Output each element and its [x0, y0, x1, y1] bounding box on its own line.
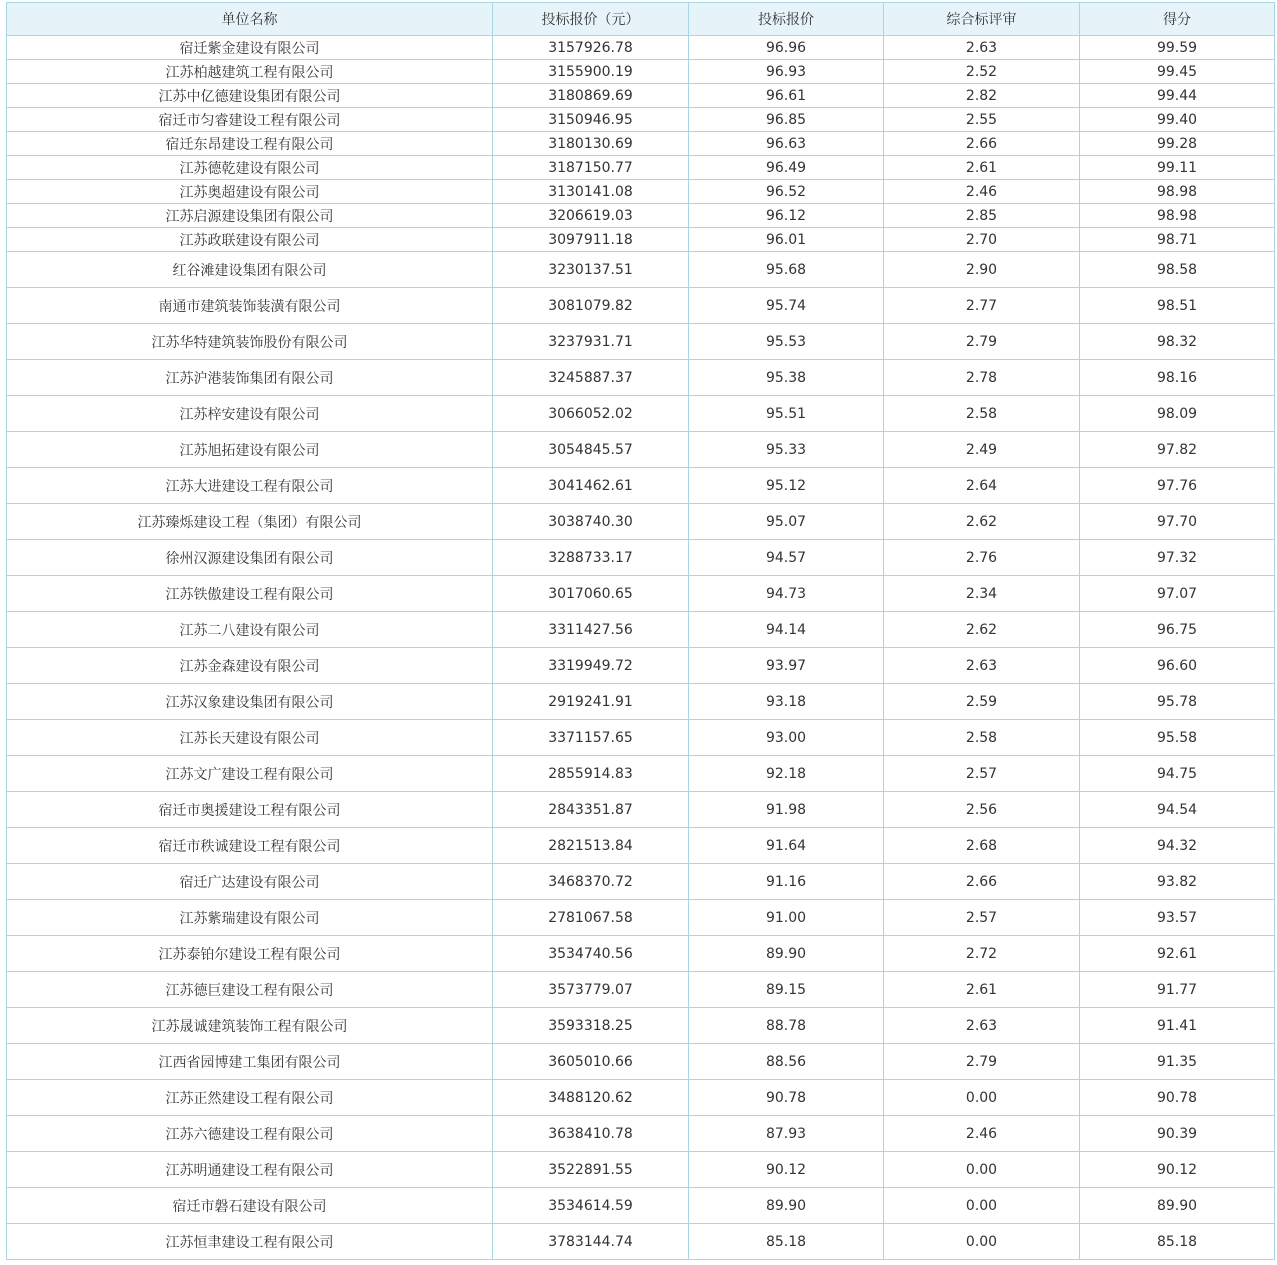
- bid-price-cell: 3319949.72: [493, 648, 689, 684]
- table-row: [7, 204, 1275, 228]
- company-name-cell: 宿迁东昂建设工程有限公司: [7, 132, 493, 156]
- bid-price-cell: 3638410.78: [493, 1116, 689, 1152]
- column-header-company: 单位名称: [7, 3, 493, 36]
- company-name-cell: 宿迁市秩诚建设工程有限公司: [7, 828, 493, 864]
- total-score-cell: 98.98: [1080, 180, 1275, 204]
- table-row: [7, 612, 1275, 648]
- company-name-cell: 江苏大进建设工程有限公司: [7, 468, 493, 504]
- table-row: [7, 756, 1275, 792]
- bid-price-score-cell: 88.78: [689, 1008, 884, 1044]
- company-name-cell: 宿迁市匀睿建设工程有限公司: [7, 108, 493, 132]
- bid-price-score-cell: 89.90: [689, 1188, 884, 1224]
- bid-price-cell: 2919241.91: [493, 684, 689, 720]
- bid-price-score-cell: 95.38: [689, 360, 884, 396]
- total-score-cell: 97.07: [1080, 576, 1275, 612]
- bid-price-score-cell: 95.53: [689, 324, 884, 360]
- total-score-cell: 99.45: [1080, 60, 1275, 84]
- total-score-cell: 97.32: [1080, 540, 1275, 576]
- bid-price-score-cell: 87.93: [689, 1116, 884, 1152]
- table-body: [7, 36, 1275, 1260]
- bid-price-cell: 3522891.55: [493, 1152, 689, 1188]
- table-row: [7, 1080, 1275, 1116]
- table-row: [7, 720, 1275, 756]
- column-header-bid-price-score: 投标报价: [689, 3, 884, 36]
- total-score-cell: 94.32: [1080, 828, 1275, 864]
- company-name-cell: 江苏华特建筑装饰股份有限公司: [7, 324, 493, 360]
- total-score-cell: 97.70: [1080, 504, 1275, 540]
- company-name-cell: 江苏政联建设有限公司: [7, 228, 493, 252]
- review-score-cell: 2.82: [884, 84, 1080, 108]
- table-row: [7, 684, 1275, 720]
- bid-price-cell: 3245887.37: [493, 360, 689, 396]
- bid-results-table-container: [6, 2, 1274, 1260]
- table-row: [7, 540, 1275, 576]
- review-score-cell: 2.76: [884, 540, 1080, 576]
- table-row: [7, 180, 1275, 204]
- bid-price-cell: 3237931.71: [493, 324, 689, 360]
- total-score-cell: 95.58: [1080, 720, 1275, 756]
- company-name-cell: 江苏二八建设有限公司: [7, 612, 493, 648]
- total-score-cell: 98.98: [1080, 204, 1275, 228]
- bid-price-score-cell: 93.97: [689, 648, 884, 684]
- review-score-cell: 0.00: [884, 1080, 1080, 1116]
- review-score-cell: 2.79: [884, 324, 1080, 360]
- bid-price-cell: 3468370.72: [493, 864, 689, 900]
- bid-price-cell: 3081079.82: [493, 288, 689, 324]
- company-name-cell: 宿迁广达建设有限公司: [7, 864, 493, 900]
- bid-price-score-cell: 96.61: [689, 84, 884, 108]
- total-score-cell: 92.61: [1080, 936, 1275, 972]
- table-row: [7, 360, 1275, 396]
- bid-price-score-cell: 93.18: [689, 684, 884, 720]
- company-name-cell: 徐州汉源建设集团有限公司: [7, 540, 493, 576]
- column-header-bid-price-yuan: 投标报价（元）: [493, 3, 689, 36]
- company-name-cell: 江西省园博建工集团有限公司: [7, 1044, 493, 1080]
- review-score-cell: 2.61: [884, 156, 1080, 180]
- review-score-cell: 2.66: [884, 132, 1080, 156]
- review-score-cell: 2.55: [884, 108, 1080, 132]
- company-name-cell: 江苏泰铂尔建设工程有限公司: [7, 936, 493, 972]
- review-score-cell: 2.70: [884, 228, 1080, 252]
- column-header-total-score: 得分: [1080, 3, 1275, 36]
- bid-results-table: [6, 2, 1275, 1260]
- table-row: [7, 828, 1275, 864]
- review-score-cell: 2.62: [884, 504, 1080, 540]
- table-row: [7, 252, 1275, 288]
- bid-price-cell: 3605010.66: [493, 1044, 689, 1080]
- table-row: [7, 792, 1275, 828]
- bid-price-score-cell: 91.00: [689, 900, 884, 936]
- table-row: [7, 396, 1275, 432]
- review-score-cell: 2.58: [884, 720, 1080, 756]
- table-row: [7, 228, 1275, 252]
- review-score-cell: 2.59: [884, 684, 1080, 720]
- total-score-cell: 99.28: [1080, 132, 1275, 156]
- total-score-cell: 99.44: [1080, 84, 1275, 108]
- review-score-cell: 2.62: [884, 612, 1080, 648]
- total-score-cell: 90.12: [1080, 1152, 1275, 1188]
- review-score-cell: 2.49: [884, 432, 1080, 468]
- bid-price-score-cell: 96.63: [689, 132, 884, 156]
- review-score-cell: 2.56: [884, 792, 1080, 828]
- bid-price-cell: 3230137.51: [493, 252, 689, 288]
- total-score-cell: 90.39: [1080, 1116, 1275, 1152]
- table-row: [7, 1008, 1275, 1044]
- bid-price-score-cell: 95.51: [689, 396, 884, 432]
- bid-price-score-cell: 95.68: [689, 252, 884, 288]
- review-score-cell: 2.85: [884, 204, 1080, 228]
- total-score-cell: 89.90: [1080, 1188, 1275, 1224]
- bid-price-score-cell: 94.57: [689, 540, 884, 576]
- column-header-comprehensive-review: 综合标评审: [884, 3, 1080, 36]
- bid-price-score-cell: 96.52: [689, 180, 884, 204]
- review-score-cell: 2.57: [884, 756, 1080, 792]
- company-name-cell: 江苏德乾建设有限公司: [7, 156, 493, 180]
- company-name-cell: 江苏德巨建设工程有限公司: [7, 972, 493, 1008]
- review-score-cell: 0.00: [884, 1152, 1080, 1188]
- bid-price-score-cell: 92.18: [689, 756, 884, 792]
- table-row: [7, 324, 1275, 360]
- bid-price-cell: 2781067.58: [493, 900, 689, 936]
- bid-price-score-cell: 94.73: [689, 576, 884, 612]
- bid-price-score-cell: 89.90: [689, 936, 884, 972]
- bid-price-cell: 3017060.65: [493, 576, 689, 612]
- company-name-cell: 江苏梓安建设有限公司: [7, 396, 493, 432]
- bid-price-cell: 3180130.69: [493, 132, 689, 156]
- bid-price-cell: 3066052.02: [493, 396, 689, 432]
- total-score-cell: 98.58: [1080, 252, 1275, 288]
- bid-price-score-cell: 95.07: [689, 504, 884, 540]
- total-score-cell: 96.75: [1080, 612, 1275, 648]
- bid-price-cell: 3130141.08: [493, 180, 689, 204]
- company-name-cell: 江苏晟诚建筑装饰工程有限公司: [7, 1008, 493, 1044]
- company-name-cell: 江苏文广建设工程有限公司: [7, 756, 493, 792]
- bid-price-score-cell: 96.93: [689, 60, 884, 84]
- review-score-cell: 2.78: [884, 360, 1080, 396]
- total-score-cell: 94.75: [1080, 756, 1275, 792]
- review-score-cell: 2.46: [884, 180, 1080, 204]
- header-row: [7, 3, 1275, 36]
- bid-price-cell: 3288733.17: [493, 540, 689, 576]
- company-name-cell: 江苏紫瑞建设有限公司: [7, 900, 493, 936]
- table-row: [7, 864, 1275, 900]
- review-score-cell: 2.77: [884, 288, 1080, 324]
- company-name-cell: 江苏柏越建筑工程有限公司: [7, 60, 493, 84]
- total-score-cell: 98.16: [1080, 360, 1275, 396]
- bid-price-score-cell: 90.78: [689, 1080, 884, 1116]
- review-score-cell: 2.57: [884, 900, 1080, 936]
- bid-price-score-cell: 91.16: [689, 864, 884, 900]
- company-name-cell: 宿迁紫金建设有限公司: [7, 36, 493, 60]
- company-name-cell: 宿迁市奥援建设工程有限公司: [7, 792, 493, 828]
- company-name-cell: 江苏长天建设有限公司: [7, 720, 493, 756]
- bid-price-cell: 3206619.03: [493, 204, 689, 228]
- bid-price-cell: 3488120.62: [493, 1080, 689, 1116]
- bid-price-score-cell: 96.01: [689, 228, 884, 252]
- company-name-cell: 江苏六德建设工程有限公司: [7, 1116, 493, 1152]
- total-score-cell: 85.18: [1080, 1224, 1275, 1260]
- total-score-cell: 91.77: [1080, 972, 1275, 1008]
- bid-price-score-cell: 93.00: [689, 720, 884, 756]
- bid-price-score-cell: 91.64: [689, 828, 884, 864]
- total-score-cell: 99.40: [1080, 108, 1275, 132]
- bid-price-cell: 2843351.87: [493, 792, 689, 828]
- bid-price-score-cell: 90.12: [689, 1152, 884, 1188]
- total-score-cell: 93.82: [1080, 864, 1275, 900]
- total-score-cell: 91.41: [1080, 1008, 1275, 1044]
- total-score-cell: 98.71: [1080, 228, 1275, 252]
- company-name-cell: 江苏臻烁建设工程（集团）有限公司: [7, 504, 493, 540]
- review-score-cell: 2.79: [884, 1044, 1080, 1080]
- review-score-cell: 2.58: [884, 396, 1080, 432]
- company-name-cell: 南通市建筑装饰装潢有限公司: [7, 288, 493, 324]
- table-header: [7, 3, 1275, 36]
- table-row: [7, 1188, 1275, 1224]
- table-row: [7, 156, 1275, 180]
- bid-price-score-cell: 89.15: [689, 972, 884, 1008]
- bid-price-cell: 2821513.84: [493, 828, 689, 864]
- bid-price-score-cell: 91.98: [689, 792, 884, 828]
- bid-price-score-cell: 94.14: [689, 612, 884, 648]
- company-name-cell: 江苏恒聿建设工程有限公司: [7, 1224, 493, 1260]
- table-row: [7, 432, 1275, 468]
- bid-price-score-cell: 96.12: [689, 204, 884, 228]
- table-row: [7, 576, 1275, 612]
- bid-price-score-cell: 96.85: [689, 108, 884, 132]
- review-score-cell: 2.63: [884, 648, 1080, 684]
- table-row: [7, 108, 1275, 132]
- bid-price-cell: 3311427.56: [493, 612, 689, 648]
- total-score-cell: 94.54: [1080, 792, 1275, 828]
- bid-price-cell: 3097911.18: [493, 228, 689, 252]
- table-row: [7, 1116, 1275, 1152]
- table-row: [7, 936, 1275, 972]
- review-score-cell: 2.72: [884, 936, 1080, 972]
- review-score-cell: 2.46: [884, 1116, 1080, 1152]
- review-score-cell: 0.00: [884, 1188, 1080, 1224]
- company-name-cell: 红谷滩建设集团有限公司: [7, 252, 493, 288]
- bid-price-cell: 3155900.19: [493, 60, 689, 84]
- bid-price-score-cell: 95.74: [689, 288, 884, 324]
- total-score-cell: 98.32: [1080, 324, 1275, 360]
- bid-price-cell: 3180869.69: [493, 84, 689, 108]
- bid-price-score-cell: 95.12: [689, 468, 884, 504]
- bid-price-cell: 3534740.56: [493, 936, 689, 972]
- total-score-cell: 93.57: [1080, 900, 1275, 936]
- bid-price-cell: 3054845.57: [493, 432, 689, 468]
- table-row: [7, 1152, 1275, 1188]
- review-score-cell: 0.00: [884, 1224, 1080, 1260]
- total-score-cell: 98.51: [1080, 288, 1275, 324]
- table-row: [7, 288, 1275, 324]
- company-name-cell: 江苏明通建设工程有限公司: [7, 1152, 493, 1188]
- company-name-cell: 宿迁市磐石建设有限公司: [7, 1188, 493, 1224]
- review-score-cell: 2.90: [884, 252, 1080, 288]
- bid-price-cell: 3371157.65: [493, 720, 689, 756]
- total-score-cell: 99.11: [1080, 156, 1275, 180]
- company-name-cell: 江苏金森建设有限公司: [7, 648, 493, 684]
- company-name-cell: 江苏奥超建设有限公司: [7, 180, 493, 204]
- bid-price-score-cell: 85.18: [689, 1224, 884, 1260]
- table-row: [7, 1044, 1275, 1080]
- bid-price-score-cell: 96.49: [689, 156, 884, 180]
- bid-price-cell: 3150946.95: [493, 108, 689, 132]
- bid-price-cell: 3783144.74: [493, 1224, 689, 1260]
- review-score-cell: 2.66: [884, 864, 1080, 900]
- company-name-cell: 江苏旭拓建设有限公司: [7, 432, 493, 468]
- company-name-cell: 江苏汉象建设集团有限公司: [7, 684, 493, 720]
- bid-price-score-cell: 88.56: [689, 1044, 884, 1080]
- table-row: [7, 468, 1275, 504]
- table-row: [7, 900, 1275, 936]
- review-score-cell: 2.52: [884, 60, 1080, 84]
- total-score-cell: 98.09: [1080, 396, 1275, 432]
- review-score-cell: 2.68: [884, 828, 1080, 864]
- review-score-cell: 2.63: [884, 1008, 1080, 1044]
- table-row: [7, 504, 1275, 540]
- total-score-cell: 97.76: [1080, 468, 1275, 504]
- bid-price-cell: 3593318.25: [493, 1008, 689, 1044]
- review-score-cell: 2.61: [884, 972, 1080, 1008]
- company-name-cell: 江苏启源建设集团有限公司: [7, 204, 493, 228]
- table-row: [7, 132, 1275, 156]
- total-score-cell: 90.78: [1080, 1080, 1275, 1116]
- review-score-cell: 2.64: [884, 468, 1080, 504]
- total-score-cell: 97.82: [1080, 432, 1275, 468]
- bid-price-cell: 3157926.78: [493, 36, 689, 60]
- review-score-cell: 2.63: [884, 36, 1080, 60]
- company-name-cell: 江苏正然建设工程有限公司: [7, 1080, 493, 1116]
- table-row: [7, 84, 1275, 108]
- bid-price-score-cell: 96.96: [689, 36, 884, 60]
- total-score-cell: 95.78: [1080, 684, 1275, 720]
- table-row: [7, 648, 1275, 684]
- bid-price-cell: 3041462.61: [493, 468, 689, 504]
- bid-price-cell: 3534614.59: [493, 1188, 689, 1224]
- total-score-cell: 96.60: [1080, 648, 1275, 684]
- total-score-cell: 99.59: [1080, 36, 1275, 60]
- table-row: [7, 36, 1275, 60]
- bid-price-cell: 3038740.30: [493, 504, 689, 540]
- bid-price-cell: 3573779.07: [493, 972, 689, 1008]
- bid-price-cell: 2855914.83: [493, 756, 689, 792]
- bid-price-score-cell: 95.33: [689, 432, 884, 468]
- total-score-cell: 91.35: [1080, 1044, 1275, 1080]
- company-name-cell: 江苏沪港装饰集团有限公司: [7, 360, 493, 396]
- table-row: [7, 972, 1275, 1008]
- bid-price-cell: 3187150.77: [493, 156, 689, 180]
- company-name-cell: 江苏铁傲建设工程有限公司: [7, 576, 493, 612]
- table-row: [7, 1224, 1275, 1260]
- review-score-cell: 2.34: [884, 576, 1080, 612]
- table-row: [7, 60, 1275, 84]
- company-name-cell: 江苏中亿德建设集团有限公司: [7, 84, 493, 108]
